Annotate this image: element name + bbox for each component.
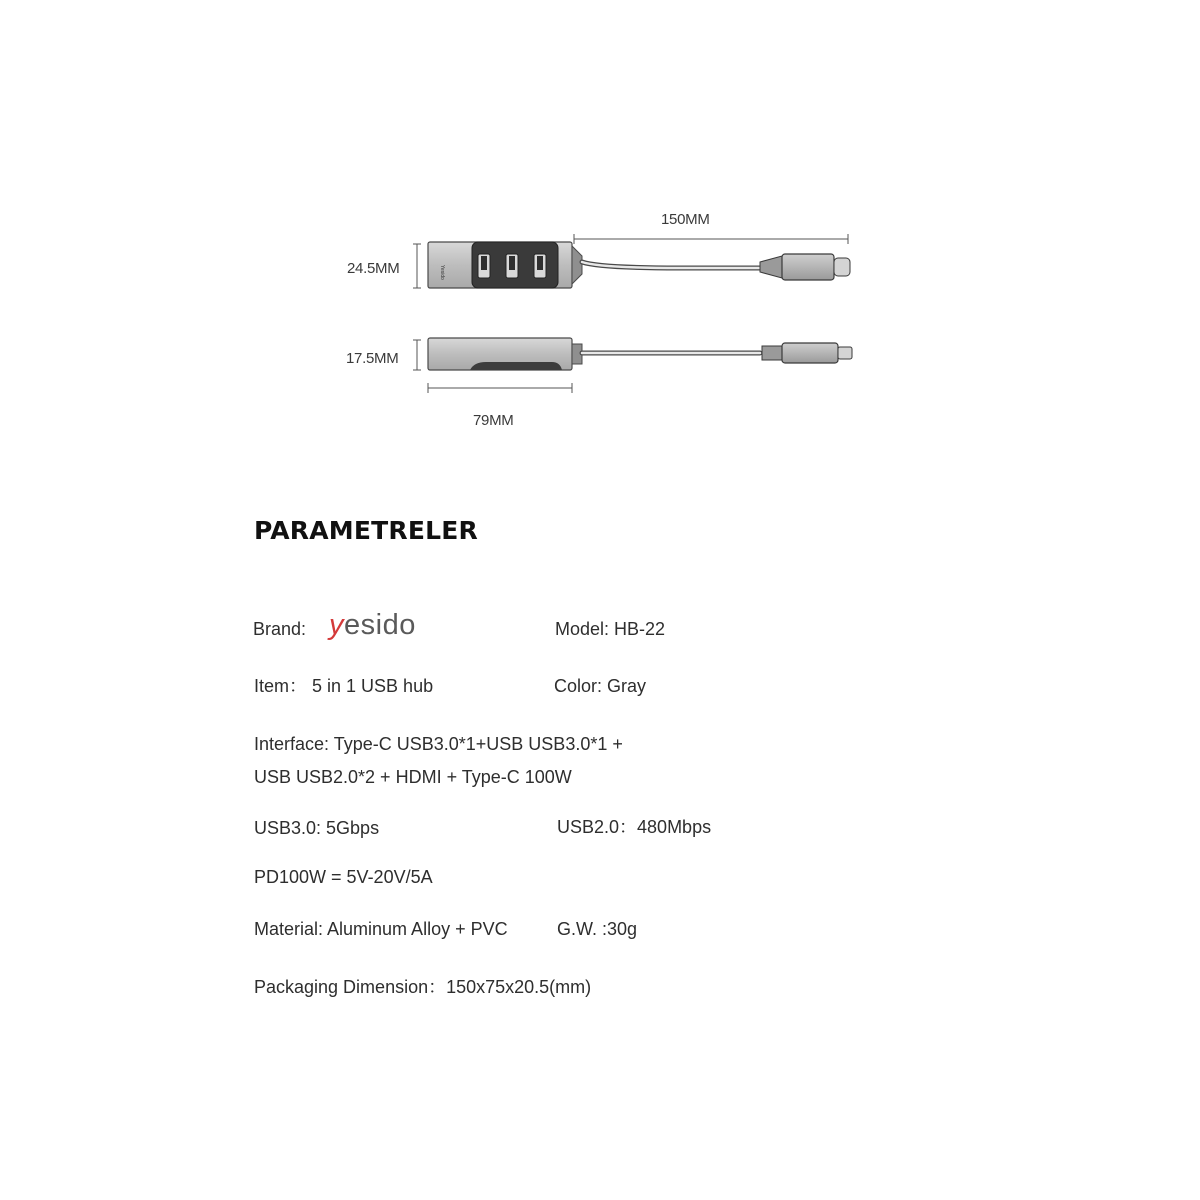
top-height-dimension-line [413,244,421,288]
brand-logo-initial: y [329,609,344,641]
brand-logo-rest: esido [344,609,416,641]
interface-spec-line2: USB USB2.0*2 + HDMI + Type-C 100W [254,767,572,787]
cable-length-dimension-line [574,234,848,244]
pd-spec: PD100W = 5V-20V/5A [254,867,433,887]
hub-top-view [428,242,850,288]
packaging-spec: Packaging Dimension：150x75x20.5(mm) [254,977,592,997]
body-length-dimension-line [428,383,572,393]
side-height-dimension-line [413,340,421,370]
usb2-speed-spec: USB2.0：480Mbps [557,817,712,837]
top-height-label: 24.5MM [347,260,400,277]
interface-spec-line1: Interface: Type-C USB3.0*1+USB USB3.0*1 + [254,734,623,754]
section-title: PARAMETRELER [254,516,478,545]
dimension-diagram [0,0,1200,460]
item-spec: Item： 5 in 1 USB hub [254,676,434,696]
material-spec: Material: Aluminum Alloy + PVC [254,919,508,939]
body-length-label: 79MM [473,412,514,429]
model-spec: Model: HB-22 [555,619,666,639]
device-print-text: Yesido [439,265,445,280]
color-spec: Color: Gray [554,676,647,696]
brand-label: Brand: [253,619,307,639]
usb3-speed-spec: USB3.0: 5Gbps [254,818,380,838]
weight-spec: G.W. :30g [557,919,638,939]
side-height-label: 17.5MM [346,350,399,367]
cable-length-label: 150MM [661,211,710,228]
hub-side-view [428,338,852,370]
brand-logo [329,608,416,642]
